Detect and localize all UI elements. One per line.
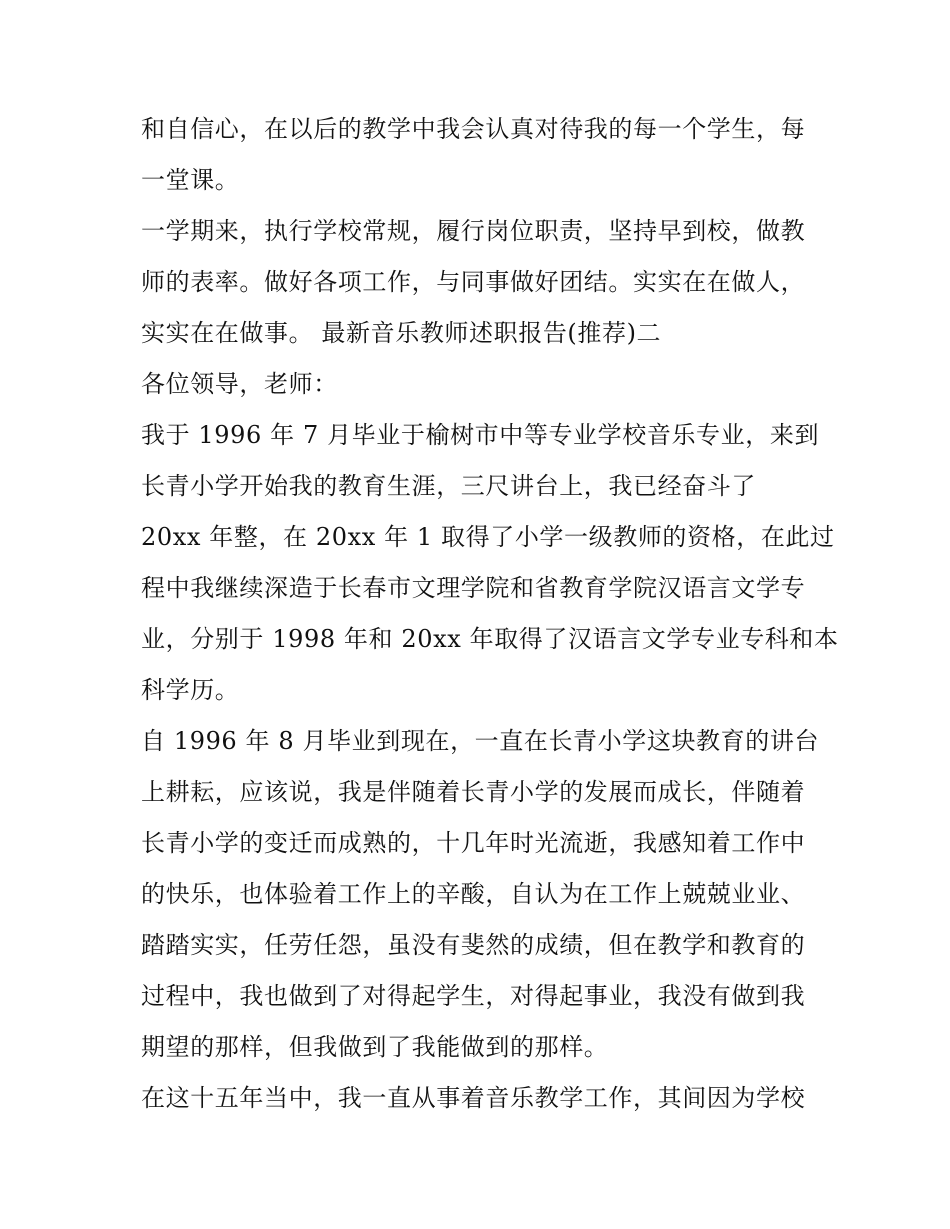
text-line: 实实在在做事。 最新音乐教师述职报告(推荐)二 — [141, 319, 662, 347]
text-line: 一堂课。 — [141, 166, 240, 194]
text-line: 长青小学的变迁而成熟的，十几年时光流逝，我感知着工作中 — [141, 829, 806, 857]
text-line: 业，分别于 1998 年和 20xx 年取得了汉语言文学专业专科和本 — [141, 625, 839, 653]
text-line: 期望的那样，但我做到了我能做到的那样。 — [141, 1033, 609, 1061]
text-line: 科学历。 — [141, 676, 240, 704]
text-line: 过程中，我也做到了对得起学生，对得起事业，我没有做到我 — [141, 982, 806, 1010]
text-line: 的快乐，也体验着工作上的辛酸，自认为在工作上兢兢业业、 — [141, 880, 806, 908]
text-line: 踏踏实实，任劳任怨，虽没有斐然的成绩，但在教学和教育的 — [141, 931, 806, 959]
text-line: 20xx 年整，在 20xx 年 1 取得了小学一级教师的资格，在此过 — [141, 523, 835, 551]
text-line: 自 1996 年 8 月毕业到现在，一直在长青小学这块教育的讲台 — [141, 727, 820, 755]
text-line: 在这十五年当中，我一直从事着音乐教学工作，其间因为学校 — [141, 1084, 806, 1112]
text-line: 和自信心，在以后的教学中我会认真对待我的每一个学生，每 — [141, 115, 806, 143]
text-line: 师的表率。做好各项工作，与同事做好团结。实实在在做人， — [141, 268, 806, 296]
text-line: 各位领导，老师： — [141, 370, 338, 398]
text-line: 长青小学开始我的教育生涯，三尺讲台上，我已经奋斗了 — [141, 472, 756, 500]
text-line: 上耕耘，应该说，我是伴随着长青小学的发展而成长，伴随着 — [141, 778, 806, 806]
text-line: 我于 1996 年 7 月毕业于榆树市中等专业学校音乐专业，来到 — [141, 421, 820, 449]
text-line: 一学期来，执行学校常规，履行岗位职责，坚持早到校，做教 — [141, 217, 806, 245]
text-line: 程中我继续深造于长春市文理学院和省教育学院汉语言文学专 — [141, 574, 806, 602]
